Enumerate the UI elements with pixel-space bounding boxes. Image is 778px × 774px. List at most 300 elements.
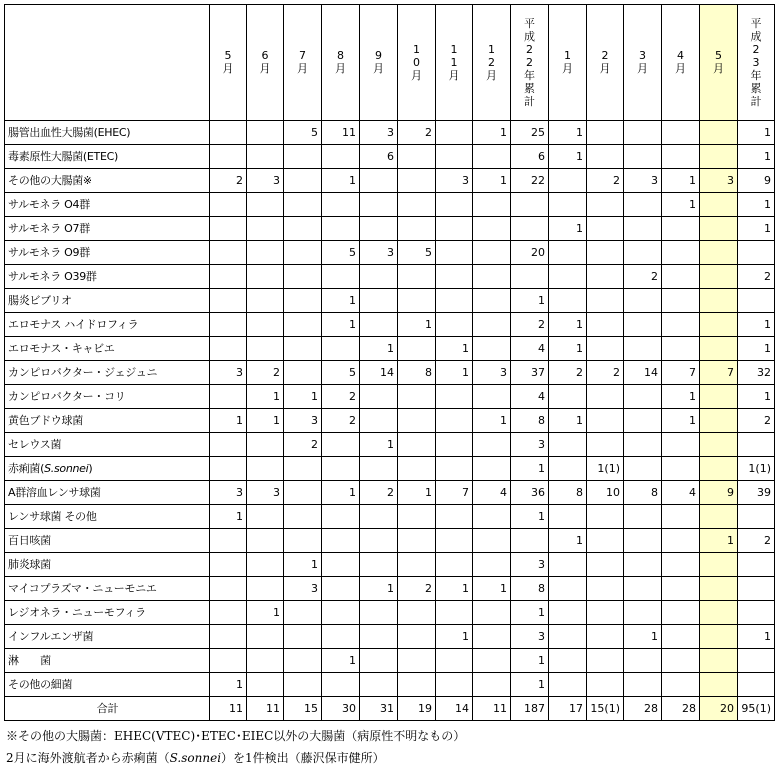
row-label — [5, 169, 210, 193]
total-cell: 28 — [662, 697, 700, 721]
row-label — [5, 217, 210, 241]
table-cell — [473, 529, 511, 553]
table-cell — [473, 337, 511, 361]
table-cell — [473, 385, 511, 409]
table-cell — [549, 169, 587, 193]
table-cell — [738, 433, 775, 457]
table-cell — [360, 625, 398, 649]
table-cell — [700, 649, 738, 673]
table-cell: 1 — [360, 577, 398, 601]
row-label-text: エロモナス・キャビエ — [8, 341, 115, 355]
table-cell — [587, 193, 624, 217]
table-cell — [247, 337, 284, 361]
table-cell — [738, 553, 775, 577]
table-cell — [662, 457, 700, 481]
table-cell — [398, 505, 436, 529]
table-cell: 1 — [322, 649, 360, 673]
table-cell — [210, 217, 247, 241]
row-label-text: マイコプラズマ・ニューモニエ — [8, 581, 157, 595]
table-cell — [662, 625, 700, 649]
row-label — [5, 385, 210, 409]
table-cell: 1 — [436, 625, 473, 649]
table-cell: 1 — [247, 409, 284, 433]
column-header — [322, 5, 360, 121]
row-label-text: 百日咳菌 — [8, 533, 51, 547]
table-cell — [473, 553, 511, 577]
table-cell: 1 — [738, 385, 775, 409]
table-cell — [284, 529, 322, 553]
table-row — [5, 289, 775, 313]
table-cell — [700, 625, 738, 649]
table-cell: 2 — [284, 433, 322, 457]
column-header-label: 11月 — [448, 42, 460, 82]
table-cell — [247, 145, 284, 169]
table-cell — [210, 313, 247, 337]
table-cell — [436, 145, 473, 169]
table-cell — [624, 409, 662, 433]
column-header — [700, 5, 738, 121]
table-cell: 1 — [511, 601, 549, 625]
row-label-text: 淋 菌 — [8, 653, 51, 667]
table-cell — [738, 649, 775, 673]
table-cell: 8 — [624, 481, 662, 505]
table-row — [5, 265, 775, 289]
column-header — [210, 5, 247, 121]
table-cell: 7 — [662, 361, 700, 385]
table-row — [5, 577, 775, 601]
table-cell — [322, 265, 360, 289]
row-label-text: 赤痢菌( — [8, 461, 45, 475]
table-cell — [210, 577, 247, 601]
table-cell — [322, 457, 360, 481]
column-header — [662, 5, 700, 121]
table-cell: 2 — [587, 169, 624, 193]
table-cell — [473, 193, 511, 217]
table-cell — [549, 193, 587, 217]
row-label — [5, 337, 210, 361]
table-cell — [210, 193, 247, 217]
table-cell — [322, 577, 360, 601]
table-cell — [210, 649, 247, 673]
table-cell — [587, 601, 624, 625]
table-cell: 11 — [322, 121, 360, 145]
table-cell — [700, 673, 738, 697]
table-cell: 1 — [473, 121, 511, 145]
row-label — [5, 289, 210, 313]
table-cell — [624, 289, 662, 313]
table-cell — [700, 433, 738, 457]
table-cell — [549, 553, 587, 577]
table-row — [5, 361, 775, 385]
table-cell — [436, 217, 473, 241]
table-cell: 1 — [511, 289, 549, 313]
table-cell — [549, 577, 587, 601]
total-cell: 11 — [210, 697, 247, 721]
table-cell: 14 — [624, 361, 662, 385]
table-cell — [473, 673, 511, 697]
total-cell: 14 — [436, 697, 473, 721]
table-cell — [398, 217, 436, 241]
table-row — [5, 649, 775, 673]
row-label — [5, 433, 210, 457]
table-cell: 3 — [436, 169, 473, 193]
column-header-label: 1月 — [562, 49, 573, 75]
column-header — [436, 5, 473, 121]
table-cell — [210, 529, 247, 553]
row-label — [5, 313, 210, 337]
table-cell — [738, 505, 775, 529]
table-cell: 2 — [360, 481, 398, 505]
row-label-text: レジオネラ・ニューモフィラ — [8, 605, 146, 619]
table-cell — [284, 601, 322, 625]
table-cell: 1 — [284, 553, 322, 577]
column-header-label: 5月 — [222, 49, 234, 75]
table-cell — [247, 505, 284, 529]
total-cell: 20 — [700, 697, 738, 721]
table-cell — [322, 145, 360, 169]
table-row — [5, 625, 775, 649]
table-cell — [662, 601, 700, 625]
table-cell: 7 — [436, 481, 473, 505]
table-cell: 4 — [662, 481, 700, 505]
column-header-label: 4月 — [675, 49, 686, 75]
table-cell — [436, 673, 473, 697]
table-cell — [210, 601, 247, 625]
table-cell: 20 — [511, 241, 549, 265]
table-cell — [398, 385, 436, 409]
table-cell — [284, 337, 322, 361]
row-label-text: A群溶血レンサ球菌 — [8, 485, 101, 499]
table-cell — [624, 241, 662, 265]
table-cell — [700, 577, 738, 601]
table-cell — [662, 433, 700, 457]
table-cell — [436, 289, 473, 313]
table-cell: 7 — [700, 361, 738, 385]
table-cell: 37 — [511, 361, 549, 385]
column-header-label: 3月 — [637, 49, 648, 75]
table-cell — [473, 505, 511, 529]
table-row — [5, 433, 775, 457]
table-cell: 1 — [398, 313, 436, 337]
table-cell — [360, 169, 398, 193]
table-cell: 2 — [322, 409, 360, 433]
table-cell — [360, 553, 398, 577]
table-cell: 8 — [549, 481, 587, 505]
table-cell — [511, 193, 549, 217]
table-row — [5, 193, 775, 217]
table-cell — [398, 553, 436, 577]
total-cell: 15(1) — [587, 697, 624, 721]
table-cell — [247, 193, 284, 217]
column-header-label: 平成22年累計 — [524, 16, 535, 108]
table-cell — [624, 505, 662, 529]
table-cell: 1 — [322, 169, 360, 193]
table-cell — [284, 361, 322, 385]
table-cell: 9 — [738, 169, 775, 193]
table-cell: 2 — [738, 265, 775, 289]
table-cell — [247, 433, 284, 457]
table-cell — [624, 433, 662, 457]
table-cell — [549, 265, 587, 289]
table-cell — [322, 553, 360, 577]
table-cell — [322, 625, 360, 649]
table-cell: 2 — [210, 169, 247, 193]
table-cell: 1 — [549, 337, 587, 361]
table-cell — [738, 601, 775, 625]
table-cell — [360, 289, 398, 313]
table-cell — [662, 265, 700, 289]
table-cell — [473, 433, 511, 457]
table-cell — [247, 529, 284, 553]
table-cell — [247, 553, 284, 577]
row-label-text: 黄色ブドウ球菌 — [8, 413, 83, 427]
table-cell — [549, 241, 587, 265]
table-cell: 1 — [738, 121, 775, 145]
table-cell — [360, 529, 398, 553]
column-header — [284, 5, 322, 121]
table-cell — [700, 265, 738, 289]
table-cell — [624, 145, 662, 169]
table-cell — [436, 553, 473, 577]
table-row — [5, 337, 775, 361]
table-cell — [284, 169, 322, 193]
table-cell — [662, 505, 700, 529]
bacteria-detection-table — [4, 4, 775, 721]
table-cell — [322, 217, 360, 241]
table-cell: 6 — [511, 145, 549, 169]
row-label-suffix: ) — [88, 461, 93, 475]
column-header — [247, 5, 284, 121]
row-label-text: 腸管出血性大腸菌(EHEC) — [8, 125, 131, 139]
table-cell — [398, 289, 436, 313]
table-cell — [210, 145, 247, 169]
table-cell: 1 — [436, 577, 473, 601]
table-cell — [322, 433, 360, 457]
table-cell: 8 — [511, 577, 549, 601]
table-cell — [360, 313, 398, 337]
row-label-text: その他の細菌 — [8, 677, 73, 691]
table-cell — [587, 337, 624, 361]
table-cell — [587, 433, 624, 457]
table-cell: 1 — [738, 193, 775, 217]
column-header-label: 10月 — [411, 42, 422, 82]
total-cell: 95(1) — [738, 697, 775, 721]
table-cell — [624, 553, 662, 577]
row-label — [5, 265, 210, 289]
table-cell: 36 — [511, 481, 549, 505]
table-cell — [549, 289, 587, 313]
column-header — [587, 5, 624, 121]
table-cell: 10 — [587, 481, 624, 505]
table-cell — [624, 217, 662, 241]
table-cell — [436, 121, 473, 145]
table-row — [5, 121, 775, 145]
table-cell — [587, 649, 624, 673]
table-row — [5, 601, 775, 625]
table-cell — [549, 505, 587, 529]
table-cell — [700, 505, 738, 529]
table-cell — [210, 121, 247, 145]
table-cell — [210, 241, 247, 265]
table-cell — [322, 337, 360, 361]
row-label-text: インフルエンザ菌 — [8, 629, 94, 643]
table-row — [5, 313, 775, 337]
row-label — [5, 577, 210, 601]
table-cell: 3 — [473, 361, 511, 385]
table-cell — [473, 217, 511, 241]
row-label-text: その他の大腸菌※ — [8, 173, 92, 187]
total-cell: 11 — [473, 697, 511, 721]
table-cell — [247, 121, 284, 145]
table-row — [5, 529, 775, 553]
table-cell: 5 — [284, 121, 322, 145]
table-cell: 1 — [549, 529, 587, 553]
table-cell — [436, 601, 473, 625]
total-cell: 11 — [247, 697, 284, 721]
table-cell: 1 — [210, 673, 247, 697]
table-cell — [436, 433, 473, 457]
column-header-label: 9月 — [373, 49, 384, 75]
table-cell — [662, 289, 700, 313]
table-cell: 1 — [549, 217, 587, 241]
table-cell — [284, 457, 322, 481]
table-cell: 9 — [700, 481, 738, 505]
table-cell — [247, 217, 284, 241]
table-cell — [624, 385, 662, 409]
table-cell — [284, 289, 322, 313]
table-cell: 3 — [284, 409, 322, 433]
table-cell: 2 — [738, 529, 775, 553]
table-cell: 1 — [662, 193, 700, 217]
table-cell — [360, 409, 398, 433]
table-row — [5, 481, 775, 505]
table-cell — [247, 265, 284, 289]
table-cell: 1 — [549, 409, 587, 433]
table-cell — [738, 673, 775, 697]
table-cell: 3 — [511, 433, 549, 457]
footnote-2: 2月に海外渡航者から赤痢菌（S.sonnei）を1件検出（藤沢保市健所） — [6, 751, 385, 765]
table-cell — [322, 529, 360, 553]
table-cell: 3 — [511, 625, 549, 649]
table-cell: 1 — [738, 313, 775, 337]
column-header-label: 6月 — [259, 49, 271, 75]
table-cell — [587, 577, 624, 601]
table-cell: 3 — [700, 169, 738, 193]
table-cell — [511, 529, 549, 553]
table-cell: 5 — [322, 241, 360, 265]
table-cell — [624, 577, 662, 601]
table-cell: 1 — [210, 409, 247, 433]
table-cell: 25 — [511, 121, 549, 145]
table-cell — [587, 673, 624, 697]
table-cell — [587, 385, 624, 409]
table-cell — [700, 457, 738, 481]
table-cell — [436, 385, 473, 409]
table-cell: 2 — [587, 361, 624, 385]
table-cell: 3 — [284, 577, 322, 601]
total-cell: 30 — [322, 697, 360, 721]
table-cell — [662, 337, 700, 361]
table-cell: 2 — [398, 121, 436, 145]
column-header-label: 2月 — [599, 49, 611, 75]
table-cell — [624, 121, 662, 145]
table-cell — [247, 313, 284, 337]
table-cell: 4 — [511, 385, 549, 409]
table-cell: 4 — [473, 481, 511, 505]
row-label-text: サルモネラ O9群 — [8, 245, 90, 259]
table-cell — [549, 457, 587, 481]
row-label — [5, 193, 210, 217]
table-cell — [624, 313, 662, 337]
table-cell: 3 — [360, 121, 398, 145]
column-header — [398, 5, 436, 121]
table-cell — [322, 505, 360, 529]
table-cell: 5 — [322, 361, 360, 385]
table-cell — [210, 553, 247, 577]
table-cell: 1 — [398, 481, 436, 505]
table-cell — [662, 529, 700, 553]
row-label-italic: S.sonnei — [44, 461, 89, 475]
table-cell — [700, 337, 738, 361]
table-cell: 1 — [210, 505, 247, 529]
table-cell — [210, 289, 247, 313]
row-label-text: 毒素原性大腸菌(ETEC) — [8, 149, 118, 163]
row-label-text: レンサ球菌 その他 — [8, 509, 97, 523]
table-cell — [624, 457, 662, 481]
table-cell — [210, 457, 247, 481]
table-cell — [398, 433, 436, 457]
table-cell: 1 — [322, 289, 360, 313]
table-cell: 22 — [511, 169, 549, 193]
table-cell — [247, 289, 284, 313]
row-label-text: カンピロバクター・コリ — [8, 389, 126, 403]
table-cell: 1 — [436, 361, 473, 385]
table-cell — [473, 265, 511, 289]
table-cell — [360, 649, 398, 673]
row-label — [5, 145, 210, 169]
table-cell: 1 — [662, 385, 700, 409]
table-cell — [398, 337, 436, 361]
table-cell — [624, 529, 662, 553]
table-cell — [511, 265, 549, 289]
total-cell: 31 — [360, 697, 398, 721]
table-cell — [700, 553, 738, 577]
table-row — [5, 409, 775, 433]
row-label — [5, 553, 210, 577]
table-cell — [662, 241, 700, 265]
table-cell — [700, 217, 738, 241]
column-header — [549, 5, 587, 121]
table-cell — [360, 505, 398, 529]
table-cell: 1 — [322, 313, 360, 337]
row-label — [5, 481, 210, 505]
table-cell: 39 — [738, 481, 775, 505]
table-cell: 1 — [360, 337, 398, 361]
row-label-text: セレウス菌 — [8, 437, 62, 451]
table-cell — [549, 433, 587, 457]
table-cell: 5 — [398, 241, 436, 265]
table-cell — [398, 145, 436, 169]
table-cell: 2 — [511, 313, 549, 337]
table-cell: 1 — [322, 481, 360, 505]
table-cell: 14 — [360, 361, 398, 385]
table-cell — [360, 673, 398, 697]
table-cell — [662, 673, 700, 697]
column-header-label: 7月 — [297, 49, 308, 75]
table-cell — [700, 241, 738, 265]
table-cell — [624, 649, 662, 673]
table-cell: 8 — [511, 409, 549, 433]
